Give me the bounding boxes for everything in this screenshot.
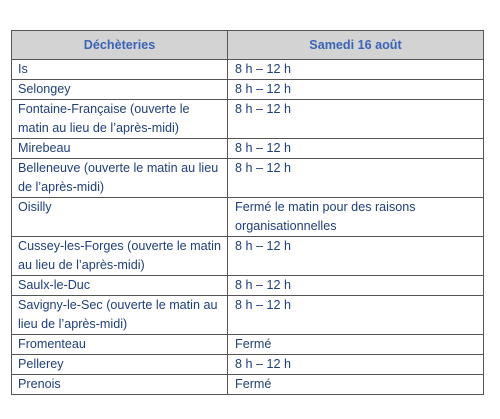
table-row — [12, 159, 484, 198]
table-row — [12, 237, 484, 276]
hours-cell: 8 h – 12 h — [228, 296, 484, 335]
site-cell: Selongey — [12, 80, 228, 100]
site-cell: Fromenteau — [12, 335, 228, 355]
hours-cell: 8 h – 12 h — [228, 60, 484, 80]
table-row — [12, 276, 484, 296]
table-row — [12, 296, 484, 335]
schedule-table — [11, 30, 484, 395]
hours-cell: 8 h – 12 h — [228, 276, 484, 296]
table-row — [12, 335, 484, 355]
table-row — [12, 60, 484, 80]
site-cell: Is — [12, 60, 228, 80]
site-cell: Oisilly — [12, 198, 228, 237]
hours-cell: 8 h – 12 h — [228, 100, 484, 139]
column-header-date: Samedi 16 août — [228, 31, 484, 60]
table-row — [12, 198, 484, 237]
table-row — [12, 375, 484, 395]
hours-cell: 8 h – 12 h — [228, 355, 484, 375]
site-cell: Pellerey — [12, 355, 228, 375]
table-row — [12, 100, 484, 139]
site-cell: Fontaine-Française (ouverte le matin au lieu de l’après-midi) — [12, 100, 228, 139]
table-row — [12, 139, 484, 159]
site-cell: Belleneuve (ouverte le matin au lieu de l’après-midi) — [12, 159, 228, 198]
column-header-decheteries: Déchèteries — [12, 31, 228, 60]
table-header-row — [12, 31, 484, 60]
hours-cell: Fermé — [228, 335, 484, 355]
schedule-table-container — [11, 30, 483, 395]
site-cell: Saulx-le-Duc — [12, 276, 228, 296]
table-row — [12, 355, 484, 375]
hours-cell: Fermé le matin pour des raisons organisationnelles — [228, 198, 484, 237]
site-cell: Mirebeau — [12, 139, 228, 159]
site-cell: Cussey-les-Forges (ouverte le matin au lieu de l’après-midi) — [12, 237, 228, 276]
table-row — [12, 80, 484, 100]
hours-cell: 8 h – 12 h — [228, 139, 484, 159]
hours-cell: Fermé — [228, 375, 484, 395]
site-cell: Savigny-le-Sec (ouverte le matin au lieu de l’après-midi) — [12, 296, 228, 335]
hours-cell: 8 h – 12 h — [228, 80, 484, 100]
site-cell: Prenois — [12, 375, 228, 395]
hours-cell: 8 h – 12 h — [228, 159, 484, 198]
hours-cell: 8 h – 12 h — [228, 237, 484, 276]
